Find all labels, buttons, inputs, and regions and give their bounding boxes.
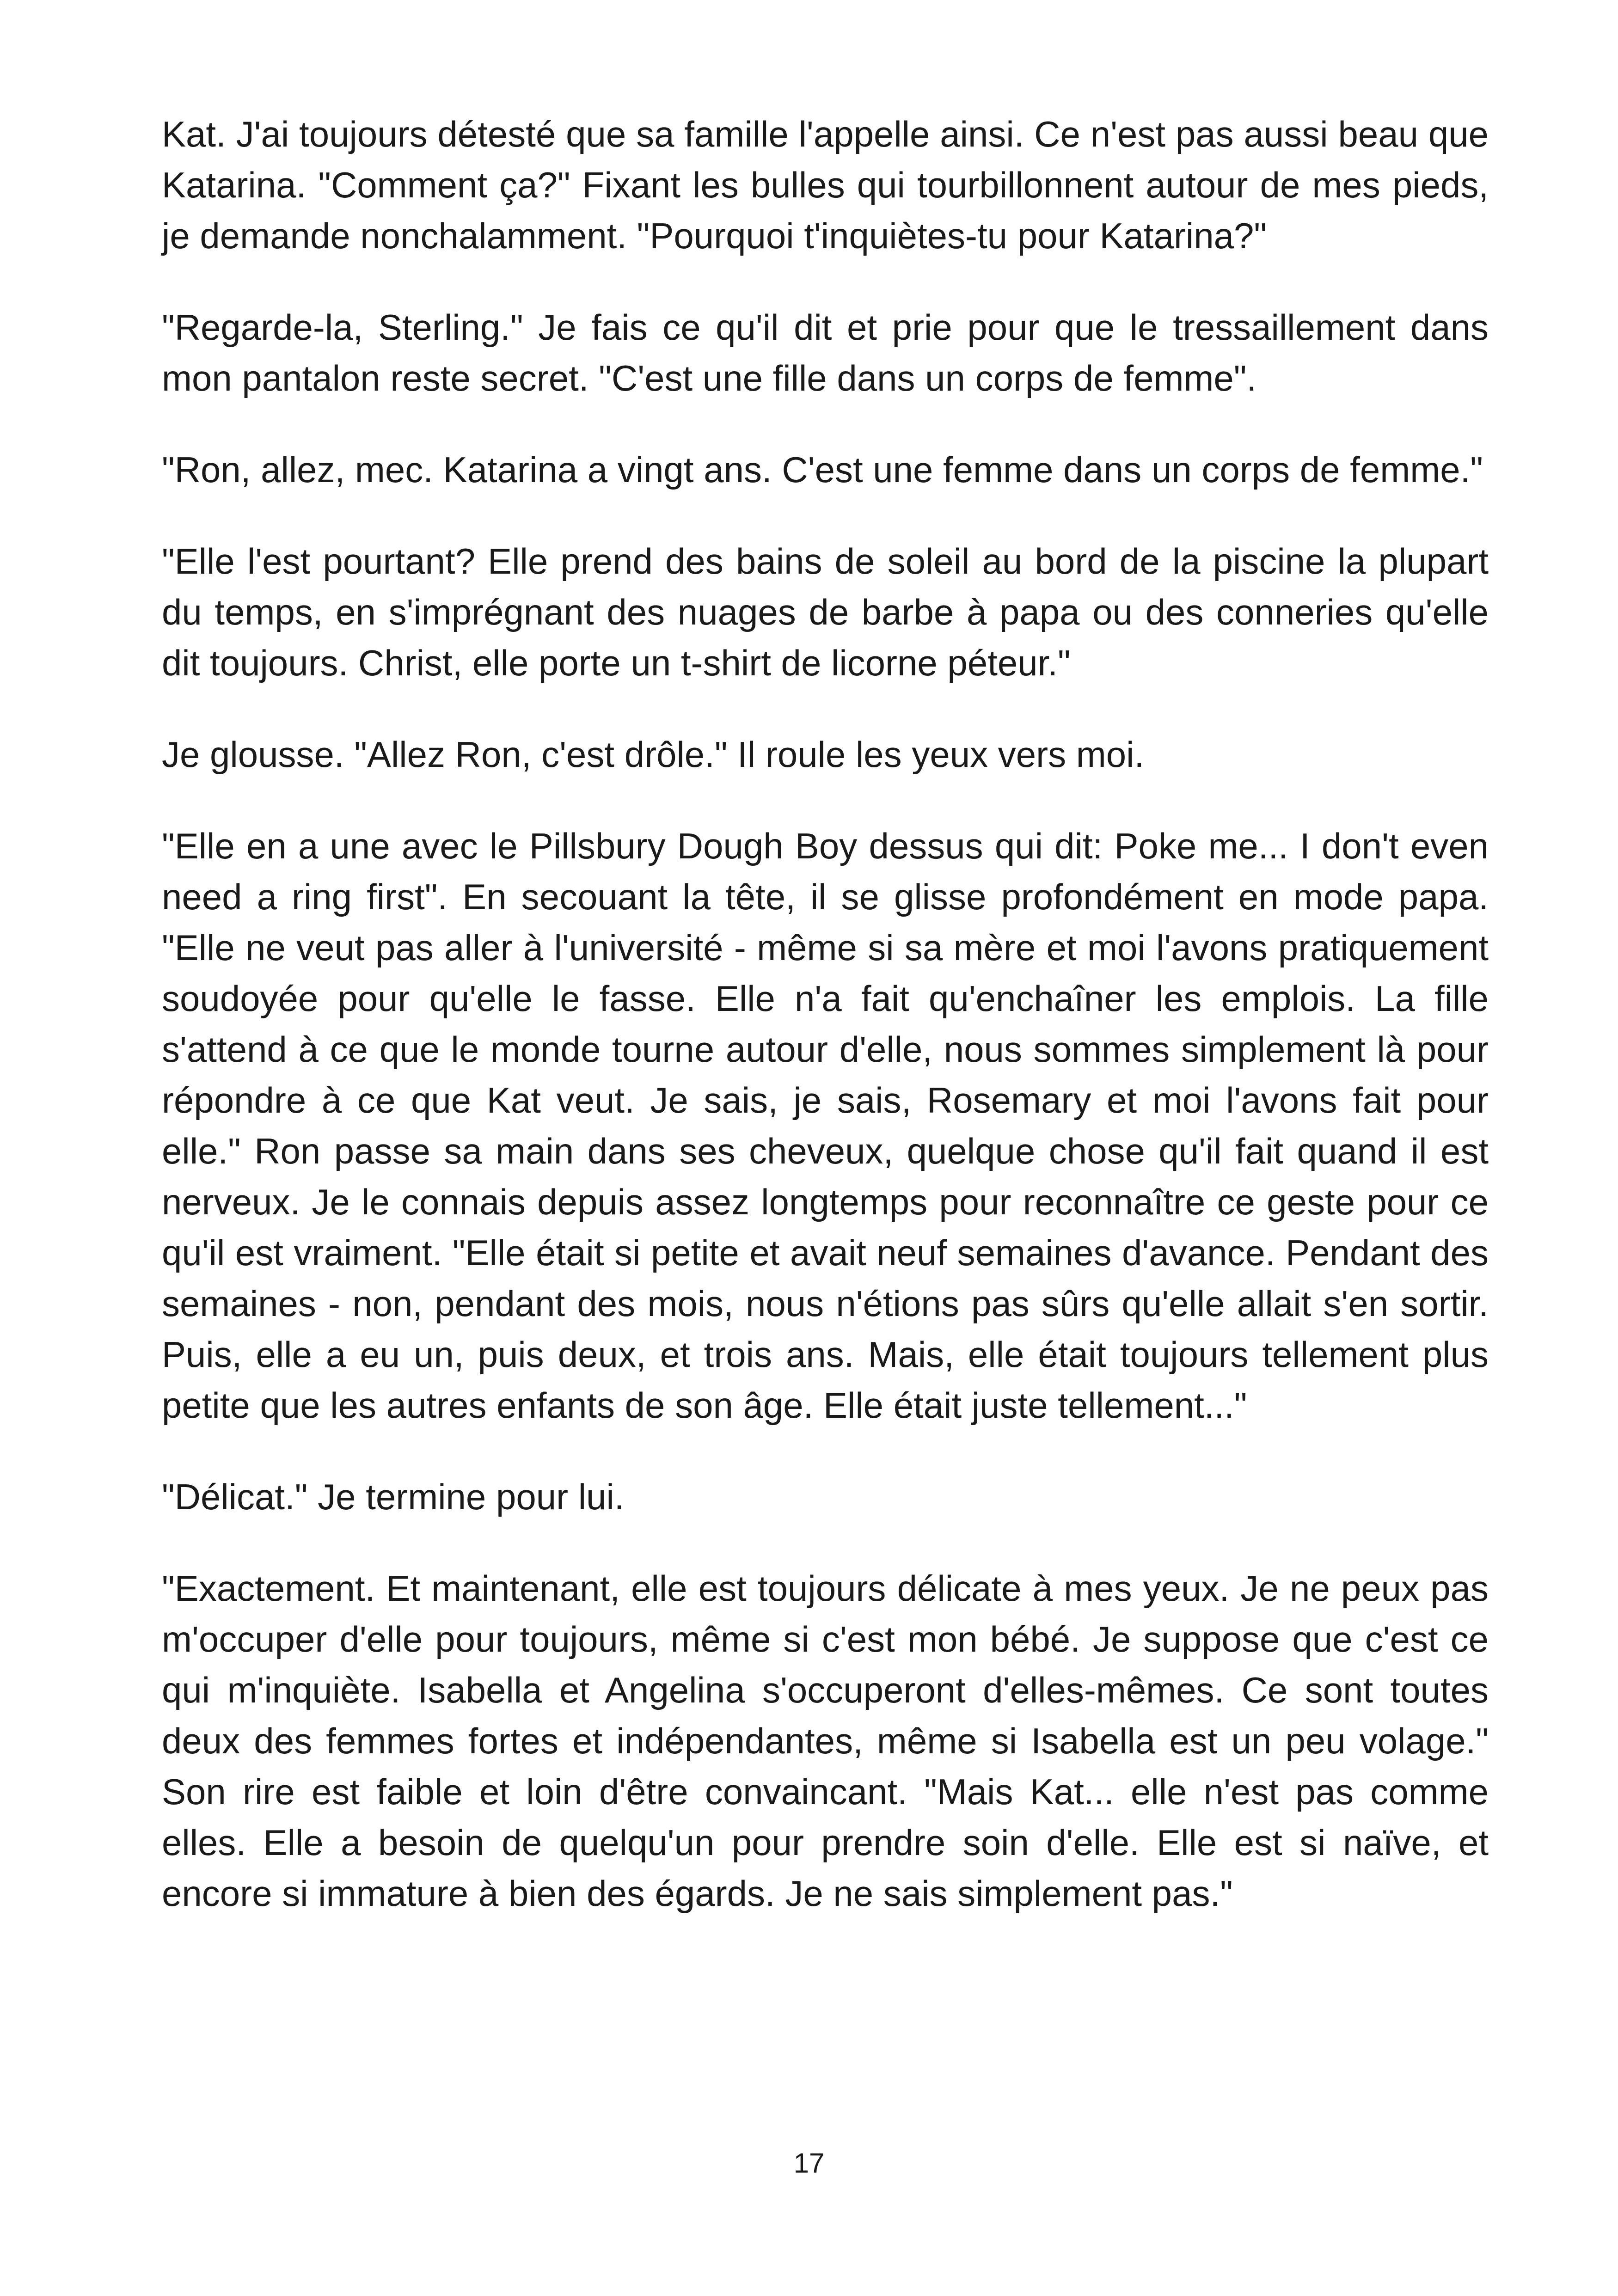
paragraph: "Délicat." Je termine pour lui. <box>162 1476 625 1517</box>
page-number: 17 <box>793 2148 825 2179</box>
paragraph: "Elle en a une avec le Pillsbury Dough Boy dessus qui dit: Poke me... I don't even need a ring first". En secouant la tête, il se glisse profondément en mode papa. "Elle ne veut pas aller à l'université - même si sa mère et moi l'avons pratiquement soudoyée pour qu'elle le fasse. Elle n'a fait qu'enchaîner les emplois. La fille s'attend à ce que le monde tourne autour d'elle, nous sommes simplement là pour répondre à ce que Kat veut. Je sais, je sais, Rosemary et moi l'avons fait pour elle." Ron passe sa main dans ses cheveux, quelque chose qu'il fait quand il est nerveux. Je le connais depuis assez longtemps pour reconnaître ce geste pour ce qu'il est vraiment. "Elle était si petite et avait neuf semaines d'avance. Pendant des semaines - non, pendant des mois, nous n'étions pas sûrs qu'elle allait s'en sortir. Puis, elle a eu un, puis deux, et trois ans. Mais, elle était toujours tellement plus petite que les autres enfants de son âge. Elle était juste tellement..." <box>162 826 1489 1426</box>
paragraph: "Ron, allez, mec. Katarina a vingt ans. C'est une femme dans un corps de femme." <box>162 449 1483 490</box>
paragraph: Je glousse. "Allez Ron, c'est drôle." Il roule les yeux vers moi. <box>162 734 1145 775</box>
paragraph: "Regarde-la, Sterling." Je fais ce qu'il dit et prie pour que le tressaillement dans mon pantalon reste secret. "C'est une fille dans un corps de femme". <box>162 307 1489 398</box>
paragraph: Kat. J'ai toujours détesté que sa famille l'appelle ainsi. Ce n'est pas aussi beau que Katarina. "Comment ça?" Fixant les bulles qui tourbillonnent autour de mes pieds, je demande nonchalamment. "Pourquoi t'inquiètes-tu pour Katarina?" <box>162 114 1489 256</box>
body-text <box>162 109 1489 1959</box>
paragraph: "Exactement. Et maintenant, elle est toujours délicate à mes yeux. Je ne peux pas m'occuper d'elle pour toujours, même si c'est mon bébé. Je suppose que c'est ce qui m'inquiète. Isabella et Angelina s'occuperont d'elles-mêmes. Ce sont toutes deux des femmes fortes et indépendantes, même si Isabella est un peu volage." Son rire est faible et loin d'être convaincant. "Mais Kat... elle n'est pas comme elles. Elle a besoin de quelqu'un pour prendre soin d'elle. Elle est si naïve, et encore si immature à bien des égards. Je ne sais simplement pas." <box>162 1568 1489 1914</box>
paragraph: "Elle l'est pourtant? Elle prend des bains de soleil au bord de la piscine la plupart du temps, en s'imprégnant des nuages de barbe à papa ou des conneries qu'elle dit toujours. Christ, elle porte un t-shirt de licorne péteur." <box>162 541 1489 683</box>
